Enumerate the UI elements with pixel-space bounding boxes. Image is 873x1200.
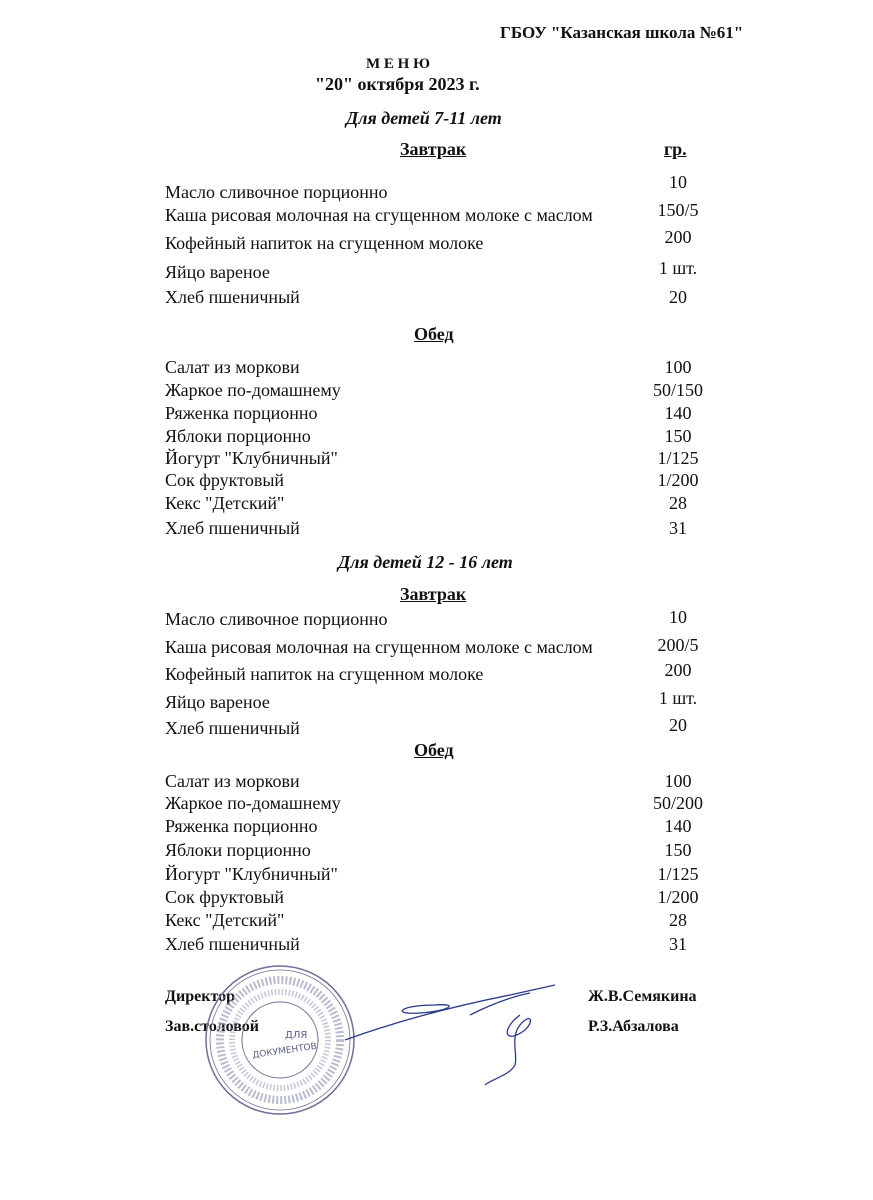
menu-item-amount: 1/200 — [657, 470, 699, 490]
menu-item-amount: 150 — [664, 840, 692, 860]
director-name: Ж.В.Семякина — [588, 988, 697, 1005]
menu-item-amount: 10 — [669, 172, 687, 192]
age-group-heading: Для детей 12 - 16 лет — [338, 552, 513, 572]
menu-item-name: Кофейный напиток на сгущенном молоке — [165, 233, 484, 253]
menu-item-amount: 10 — [669, 607, 687, 627]
official-stamp — [200, 960, 360, 1120]
menu-item-name: Жаркое по-домашнему — [165, 380, 341, 400]
menu-item-amount: 150/5 — [657, 200, 699, 220]
menu-item-amount: 1 шт. — [658, 688, 698, 708]
menu-item-name: Масло сливочное порционно — [165, 182, 388, 202]
menu-item-amount: 50/150 — [652, 380, 703, 400]
menu-item-amount: 28 — [669, 910, 687, 930]
document-title: М Е Н Ю — [366, 56, 430, 72]
menu-item-name: Яйцо вареное — [165, 692, 270, 712]
menu-item-amount: 150 — [664, 426, 692, 446]
menu-item-name: Салат из моркови — [165, 771, 300, 791]
menu-item-name: Хлеб пшеничный — [165, 287, 300, 307]
menu-item-amount: 140 — [664, 403, 692, 423]
menu-item-name: Масло сливочное порционно — [165, 609, 388, 629]
menu-item-name: Хлеб пшеничный — [165, 718, 300, 738]
menu-item-amount: 1 шт. — [658, 258, 698, 278]
signature-mark — [340, 975, 570, 1090]
menu-item-amount: 31 — [669, 934, 687, 954]
organization-name: ГБОУ "Казанская школа №61" — [500, 23, 744, 42]
menu-item-name: Кофейный напиток на сгущенном молоке — [165, 664, 484, 684]
menu-item-name: Сок фруктовый — [165, 887, 285, 907]
menu-item-name: Йогурт "Клубничный" — [165, 864, 338, 884]
meal-heading: Обед — [414, 324, 454, 344]
meal-heading: Обед — [414, 740, 454, 760]
menu-item-name: Ряженка порционно — [165, 816, 318, 836]
menu-item-amount: 200/5 — [657, 635, 699, 655]
menu-item-name: Каша рисовая молочная на сгущенном молоке с маслом — [165, 205, 593, 225]
menu-item-name: Яблоки порционно — [165, 840, 311, 860]
menu-item-amount: 140 — [664, 816, 692, 836]
menu-item-amount: 1/200 — [657, 887, 699, 907]
menu-item-amount: 1/125 — [657, 864, 699, 884]
menu-item-name: Яблоки порционно — [165, 426, 311, 446]
menu-item-name: Хлеб пшеничный — [165, 934, 300, 954]
menu-item-name: Сок фруктовый — [165, 470, 285, 490]
menu-item-amount: 50/200 — [652, 793, 703, 813]
menu-item-amount: 20 — [669, 287, 687, 307]
menu-item-name: Йогурт "Клубничный" — [165, 448, 338, 468]
menu-item-name: Яйцо вареное — [165, 262, 270, 282]
menu-date: "20" октября 2023 г. — [315, 74, 480, 94]
menu-item-amount: 100 — [664, 357, 692, 377]
stamp-text-1: ДЛЯ — [285, 1030, 308, 1041]
menu-item-name: Кекс "Детский" — [165, 493, 285, 513]
stamp-text-2: ДОКУМЕНТОВ — [251, 1041, 318, 1061]
menu-item-name: Салат из моркови — [165, 357, 300, 377]
menu-item-amount: 31 — [669, 518, 687, 538]
menu-item-amount: 1/125 — [657, 448, 699, 468]
meal-heading: Завтрак — [400, 139, 467, 159]
menu-item-name: Жаркое по-домашнему — [165, 793, 341, 813]
director-title: Директор — [165, 988, 235, 1005]
menu-item-name: Каша рисовая молочная на сгущенном молоке с маслом — [165, 637, 593, 657]
canteen-head-name: Р.З.Абзалова — [588, 1018, 679, 1035]
unit-label: гр. — [664, 139, 687, 159]
menu-item-amount: 28 — [669, 493, 687, 513]
menu-item-amount: 200 — [664, 660, 692, 680]
menu-item-amount: 20 — [669, 715, 687, 735]
menu-item-name: Хлеб пшеничный — [165, 518, 300, 538]
age-group-heading: Для детей 7-11 лет — [346, 108, 502, 128]
menu-item-name: Кекс "Детский" — [165, 910, 285, 930]
menu-item-amount: 200 — [664, 227, 692, 247]
meal-heading: Завтрак — [400, 584, 467, 604]
canteen-head-title: Зав.столовой — [165, 1018, 259, 1035]
menu-item-name: Ряженка порционно — [165, 403, 318, 423]
menu-item-amount: 100 — [664, 771, 692, 791]
